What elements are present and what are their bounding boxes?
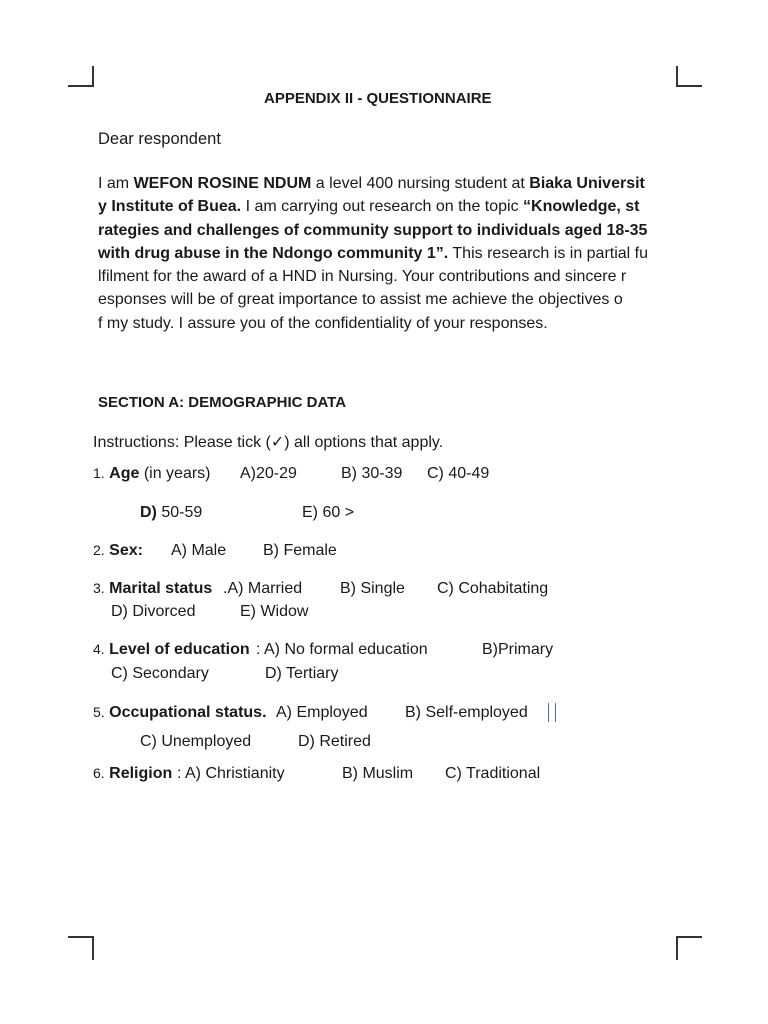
salutation: Dear respondent — [98, 130, 221, 148]
option-age-d[interactable] — [140, 504, 202, 522]
text-run: f my study. I assure you of the confidentiality of your responses. — [98, 314, 548, 332]
crop-mark-top-right — [676, 66, 702, 87]
bold-run: y Institute of Buea. — [98, 198, 242, 216]
intro-line — [98, 265, 676, 288]
question-number: 3. — [93, 580, 105, 596]
option-education-c[interactable]: C) Secondary — [111, 665, 209, 682]
intro-line — [98, 288, 676, 311]
bold-run: with drug abuse in the Ndongo community 1”. — [98, 244, 449, 262]
option-religion-c[interactable]: C) Traditional — [445, 765, 541, 782]
question-label: Sex: — [109, 542, 143, 559]
question-label: Level of education — [109, 641, 250, 658]
crop-mark-bottom-left — [68, 936, 94, 960]
question-label: Occupational status. — [109, 704, 267, 721]
question-age — [93, 465, 211, 483]
option-education-d[interactable]: D) Tertiary — [265, 665, 339, 682]
option-marital-c[interactable]: C) Cohabitating — [437, 580, 549, 597]
text-run: lfilment for the award of a HND in Nursing. Your contributions and sincere r — [98, 268, 627, 286]
intro-paragraph — [98, 172, 676, 335]
question-occupation — [93, 704, 267, 722]
option-occupation-a[interactable]: A) Employed — [276, 704, 368, 721]
text-run: I am carrying out research on the topic — [241, 198, 524, 216]
question-religion — [93, 765, 172, 783]
text-run: This research is in partial fu — [448, 244, 649, 262]
instructions: Instructions: Please tick (✓) all options that apply. — [93, 434, 444, 451]
question-number: 2. — [93, 542, 105, 558]
text-run: esponses will be of great importance to assist me achieve the objectives o — [98, 291, 623, 309]
section-heading: SECTION A: DEMOGRAPHIC DATA — [98, 394, 347, 411]
intro-line — [98, 172, 676, 195]
option-marital-a[interactable]: .A) Married — [223, 580, 303, 597]
question-number: 1. — [93, 465, 105, 481]
option-letter: D) — [140, 504, 157, 521]
question-label: Age — [109, 465, 140, 482]
question-number: 5. — [93, 704, 105, 720]
intro-line — [98, 312, 676, 335]
option-age-a[interactable]: A)20-29 — [240, 465, 297, 482]
question-label: Marital status — [109, 580, 213, 597]
option-education-a[interactable]: : A) No formal education — [256, 641, 428, 658]
option-marital-e[interactable]: E) Widow — [240, 603, 309, 620]
page-title: APPENDIX II - QUESTIONNAIRE — [264, 90, 492, 107]
option-age-b[interactable]: B) 30-39 — [341, 465, 403, 482]
intro-line — [98, 219, 676, 242]
crop-mark-bottom-right — [676, 936, 702, 960]
bold-run: rategies and challenges of community support to individuals aged 18-35 — [98, 221, 648, 239]
question-suffix: (in years) — [139, 465, 211, 482]
option-sex-a[interactable]: A) Male — [171, 542, 227, 559]
option-marital-d[interactable]: D) Divorced — [111, 603, 196, 620]
option-age-c[interactable]: C) 40-49 — [427, 465, 490, 482]
question-number: 6. — [93, 765, 105, 781]
text-run: I am — [98, 175, 134, 192]
intro-line — [98, 242, 676, 265]
bold-run: WEFON ROSINE NDUM — [133, 175, 312, 192]
text-run: a level 400 nursing student at — [311, 175, 530, 192]
option-occupation-d[interactable]: D) Retired — [298, 733, 371, 750]
option-text: 50-59 — [156, 504, 203, 521]
option-marital-b[interactable]: B) Single — [340, 580, 405, 597]
crop-mark-top-left — [68, 66, 94, 87]
option-religion-b[interactable]: B) Muslim — [342, 765, 414, 782]
bold-run: “Knowledge, st — [523, 198, 640, 216]
option-sex-b[interactable]: B) Female — [263, 542, 337, 559]
question-number: 4. — [93, 641, 105, 657]
question-sex — [93, 542, 143, 560]
option-occupation-b[interactable]: B) Self-employed — [405, 704, 528, 721]
option-age-e[interactable]: E) 60 > — [302, 504, 355, 521]
question-label: Religion — [109, 765, 173, 782]
intro-line — [98, 195, 676, 218]
option-occupation-c[interactable]: C) Unemployed — [140, 733, 252, 750]
option-education-b[interactable]: B)Primary — [482, 641, 554, 658]
text-cursor-marks — [548, 703, 558, 722]
question-education — [93, 641, 250, 659]
option-religion-a[interactable]: : A) Christianity — [177, 765, 285, 782]
bold-run: Biaka Universit — [529, 175, 645, 192]
question-marital-status — [93, 580, 212, 598]
